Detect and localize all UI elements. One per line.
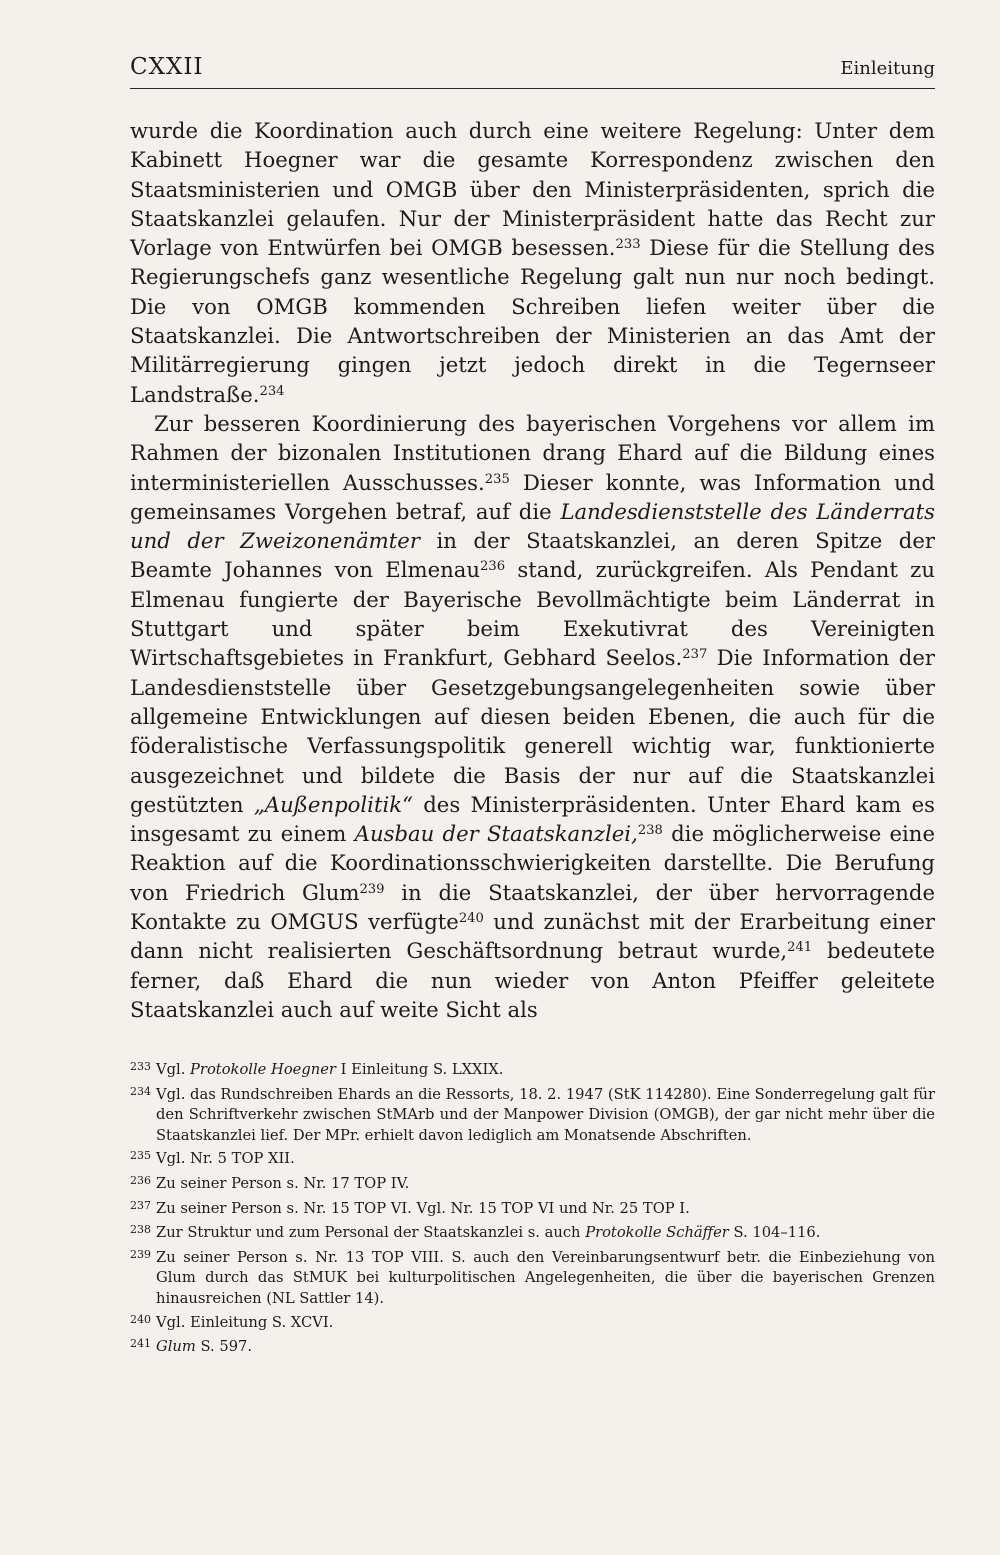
italic-term: Landesdienststelle des Länderrats und der Zweizonenämter <box>130 498 935 554</box>
footnote-italic: Protokolle Schäffer <box>585 1224 729 1242</box>
footnotes <box>130 1060 935 1362</box>
footnote-text <box>156 1149 935 1170</box>
footnote-ref-237: 237 <box>682 647 708 663</box>
footnote-number: 238 <box>130 1223 151 1237</box>
footnote <box>130 1313 935 1335</box>
footnote-text-run: Vgl. Einleitung S. XCVI. <box>156 1313 334 1331</box>
italic-term: Ausbau der Staatskanzlei, <box>354 821 638 847</box>
text-run: Zur besseren Koordinierung des bayerischen Vorgehens vor allem im Rahmen der bizonalen Institutionen drang Ehard auf die Bildung eines interministeriellen Ausschusses. <box>130 410 935 495</box>
footnote-ref-234: 234 <box>259 383 285 399</box>
footnote-ref-233: 233 <box>615 236 641 252</box>
footnote-text <box>156 1223 935 1244</box>
text-run: bedeutete ferner, daß Ehard die nun wieder von Anton Pfeiffer geleitete Staatskanzlei auch auf weite Sicht als <box>130 938 935 1022</box>
text-run: und zunächst mit der Erarbeitung einer dann nicht realisierten Geschäftsordnung betraut wurde, <box>130 909 936 964</box>
footnote-text-run: Zu seiner Person s. Nr. 15 TOP VI. Vgl. Nr. 15 TOP VI und Nr. 25 TOP I. <box>156 1199 690 1217</box>
text-run: des Ministerpräsidenten. Unter Ehard kam es insgesamt zu einem <box>130 791 935 847</box>
footnote-number: 235 <box>130 1149 151 1163</box>
footnote-number: 233 <box>130 1060 151 1073</box>
paragraph-1 <box>130 116 935 409</box>
footnote-text-run: Zu seiner Person s. Nr. 17 TOP IV. <box>156 1174 410 1192</box>
footnote-ref-235: 235 <box>484 471 510 487</box>
footnote-text <box>156 1199 935 1220</box>
footnote-text <box>156 1060 935 1081</box>
footnote <box>130 1085 935 1147</box>
paragraph-2 <box>130 409 935 1024</box>
footnote-text-run: Zur Struktur und zum Personal der Staatskanzlei s. auch <box>156 1224 586 1242</box>
page-number: CXXII <box>130 54 204 80</box>
footnote-italic: Protokolle Hoegner <box>190 1061 336 1078</box>
footnote <box>130 1223 935 1245</box>
footnote <box>130 1199 935 1221</box>
footnote-italic: Glum <box>156 1338 196 1356</box>
footnote-number: 241 <box>130 1337 151 1351</box>
footnote-text-run: Vgl. <box>156 1061 191 1078</box>
section-title: Einleitung <box>840 58 935 79</box>
footnote-text-run: Vgl. Nr. 5 TOP XII. <box>156 1150 295 1168</box>
footnote-text-run: Zu seiner Person s. Nr. 13 TOP VIII. S. auch den Vereinbarungsentwurf betr. die Einbeziehung von Glum durch das StMUK bei kulturpolitischen Angelegenheiten, die über die bayerischen Grenzen hinausreichen (NL Sattler 14). <box>156 1248 935 1307</box>
running-head <box>130 54 935 89</box>
footnote <box>130 1337 935 1359</box>
footnote-number: 236 <box>130 1173 151 1187</box>
text-run: wurde die Koordination auch durch eine weitere Regelung: Unter dem Kabinett Hoegner war die gesamte Korrespondenz zwischen den Staatsministerien und OMGB über den Ministerpräsidenten, sprich die Staatskanzlei gelaufen. Nur der Ministerpräsident hatte das Recht zur Vorlage von Entwürfen bei OMGB besessen. <box>130 118 935 261</box>
footnote-text <box>156 1337 935 1358</box>
footnote-number: 239 <box>130 1247 151 1261</box>
footnote-text <box>156 1313 935 1334</box>
footnote-ref-240: 240 <box>458 910 484 926</box>
footnote <box>130 1060 935 1082</box>
text-run: Dieser konnte, was Information und gemeinsames Vorgehen betraf, auf die <box>130 469 935 524</box>
footnote <box>130 1149 935 1171</box>
footnote-number: 237 <box>130 1198 151 1212</box>
footnote-text-run: Vgl. das Rundschreiben Ehards an die Ressorts, 18. 2. 1947 (StK 114280). Eine Sonderregelung galt für den Schriftverkehr zwischen StMArb und der Manpower Division (OMGB), der gar nicht mehr über die Staatskanzlei lief. Der MPr. erhielt davon lediglich am Monatsende Abschriften. <box>156 1085 935 1144</box>
footnote-number: 240 <box>130 1312 151 1326</box>
footnote-ref-236: 236 <box>480 559 506 575</box>
footnote-ref-238: 238 <box>637 822 663 838</box>
footnote-text-run: I Einleitung S. LXXIX. <box>335 1061 504 1078</box>
text-run: in der Staatskanzlei, an deren Spitze der Beamte Johannes von Elmenau <box>130 528 935 583</box>
footnote-text <box>156 1085 935 1147</box>
footnote-text <box>156 1174 935 1195</box>
text-run: die möglicherweise eine Reaktion auf die Koordinationsschwierigkeiten darstellte. Die Berufung von Friedrich Glum <box>130 821 935 905</box>
footnote-ref-241: 241 <box>787 940 813 956</box>
footnote <box>130 1174 935 1196</box>
footnote-text-run: S. 597. <box>195 1338 253 1356</box>
footnote-text-run: S. 104–116. <box>728 1224 821 1242</box>
footnote <box>130 1248 935 1310</box>
text-run: Diese für die Stellung des Regierungschefs ganz wesentliche Regelung galt nun nur noch bedingt. Die von OMGB kommenden Schreiben liefen weiter über die Staatskanzlei. Die Antwortschreiben der Ministerien an das Amt der Militärregierung gingen jetzt jedoch direkt in die Tegernseer Landstraße. <box>130 235 935 407</box>
footnote-text <box>156 1248 935 1310</box>
italic-term: „Außenpolitik“ <box>253 791 413 817</box>
text-run: stand, zurückgreifen. Als Pendant zu Elmenau fungierte der Bayerische Bevollmächtigte beim Länderrat in Stuttgart und später beim Exekutivrat des Vereinigten Wirtschaftsgebietes in Frankfurt, Gebhard Seelos. <box>130 557 935 671</box>
text-run: Die Information der Landesdienststelle über Gesetzgebungsangelegenheiten sowie über allgemeine Entwicklungen auf diesen beiden Ebenen, die auch für die föderalistische Verfassungspolitik generell wichtig war, funktionierte ausgezeichnet und bildete die Basis der nur auf die Staatskanzlei gestützten <box>130 645 935 817</box>
footnote-number: 234 <box>130 1084 151 1098</box>
footnote-ref-239: 239 <box>359 881 385 897</box>
main-text <box>130 116 935 1024</box>
text-run: in die Staatskanzlei, der über hervorragende Kontakte zu OMGUS verfügte <box>130 879 936 935</box>
